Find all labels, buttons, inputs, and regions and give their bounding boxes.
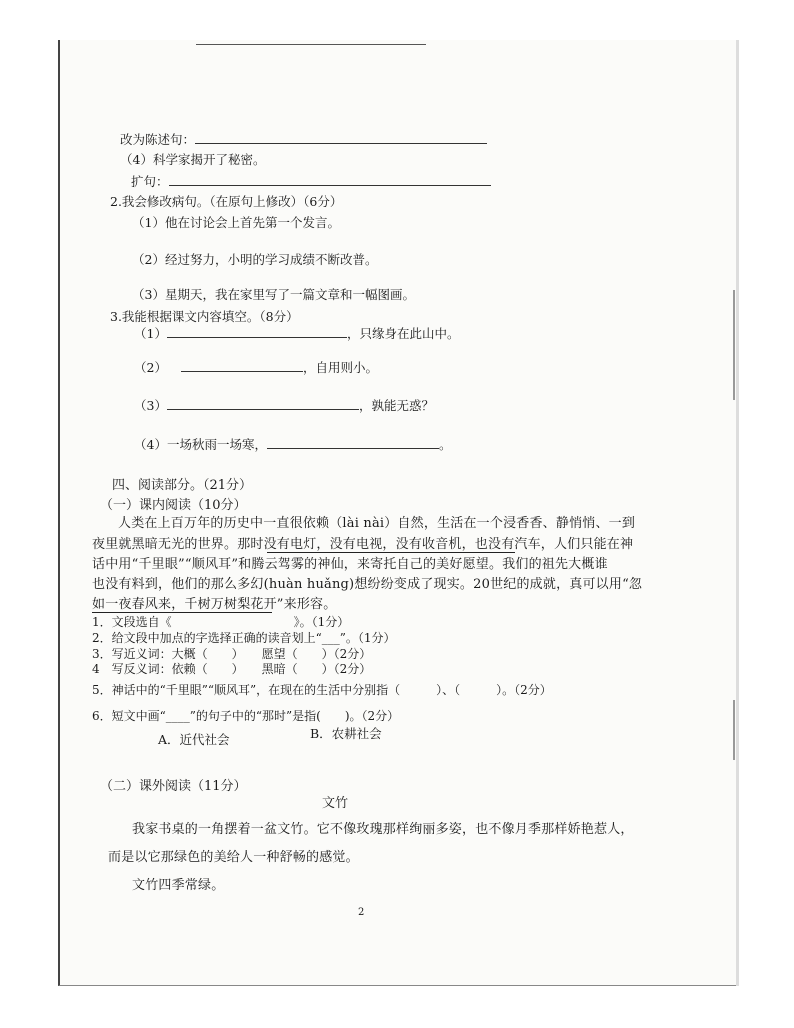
passage-line: 如一夜春风来，千树万树梨花开”来形容。 — [92, 597, 337, 612]
passage-underline — [267, 552, 515, 553]
fill-line: （2） ，自用则小。 — [134, 360, 378, 375]
passage-line: 也没有料到，他们的那么多幻(huàn huǎng)想纷纷变成了现实。20世纪的成就，真可以用“忽 — [92, 577, 643, 592]
fill-line: （4）一场秋雨一场寒， 。 — [134, 437, 452, 452]
passage-line: 人类在上百万年的历史中一直很依赖（lài nài）自然，生活在一个浸香香、静悄悄、一到 — [118, 516, 636, 531]
answer-blank[interactable] — [267, 436, 439, 449]
essay-line: 我家书桌的一角摆着一盆文竹。它不像玫瑰那样绚丽多姿，也不像月季那样娇艳惹人， — [132, 822, 634, 837]
answer-blank[interactable] — [195, 131, 487, 144]
passage-line: 话中用“千里眼”“顺风耳”和腾云驾雾的神仙，来寄托自己的美好愿望。我们的祖先大概谁 — [92, 557, 608, 572]
scan-edge-mark — [733, 290, 735, 400]
reading-question: 4 写反义词：依赖（ ） 黑暗（ ）（2分） — [92, 662, 372, 676]
option-a[interactable]: A．近代社会 — [158, 732, 230, 747]
fill-line: （1） ，只缘身在此山中。 — [134, 326, 460, 341]
essay-title: 文竹 — [322, 796, 349, 811]
essay-line: 而是以它那绿色的美给人一种舒畅的感觉。 — [108, 850, 359, 865]
answer-blank[interactable] — [181, 359, 303, 372]
question-title: 3.我能根据课文内容填空。（8分） — [110, 309, 299, 324]
page-number: 2 — [358, 907, 365, 918]
section-heading: 四、阅读部分。（21分） — [112, 478, 253, 493]
question-title: 2.我会修改病句。（在原句上修改）（6分） — [110, 194, 343, 209]
subsection-heading: （二）课外阅读（11分） — [100, 779, 247, 794]
scan-edge-mark — [733, 700, 735, 760]
answer-blank[interactable] — [167, 325, 347, 338]
reading-question: 6．短文中画“____”的句子中的“那时”是指( )。（2分） — [92, 709, 400, 723]
rewrite-line: 改为陈述句： — [120, 131, 487, 148]
reading-question: 3．写近义词：大概（ ） 愿望（ ）（2分） — [92, 647, 372, 661]
passage-line: 夜里就黑暗无光的世界。那时没有电灯，没有电视，没有收音机，也没有汽车，人们只能在神 — [92, 537, 634, 552]
answer-blank[interactable] — [169, 173, 491, 186]
question-line: （4）科学家揭开了秘密。 — [120, 152, 266, 167]
answer-blank[interactable] — [167, 397, 359, 410]
passage-underline — [92, 612, 272, 613]
reading-question: 2．给文段中加点的字选择正确的读音划上“___”。（1分） — [92, 631, 396, 645]
expand-line: 扩句： — [131, 173, 491, 190]
subsection-heading: （一）课内阅读（10分） — [100, 498, 247, 513]
question-item: （2）经过努力，小明的学习成绩不断改普。 — [132, 252, 378, 267]
top-rule — [196, 44, 426, 45]
question-item: （1）他在讨论会上首先第一个发言。 — [132, 215, 340, 230]
fill-line: （3） ，孰能无惑？ — [134, 398, 434, 413]
reading-question: 1．文段选自《 》。（1分） — [92, 615, 350, 629]
reading-question: 5．神话中的“千里眼”“顺风耳”，在现在的生活中分别指（ ）、（ ）。（2分） — [92, 683, 552, 697]
question-item: （3）星期天，我在家里写了一篇文章和一幅图画。 — [132, 287, 415, 302]
essay-line: 文竹四季常绿。 — [132, 878, 225, 893]
option-b[interactable]: B．农耕社会 — [310, 726, 382, 741]
